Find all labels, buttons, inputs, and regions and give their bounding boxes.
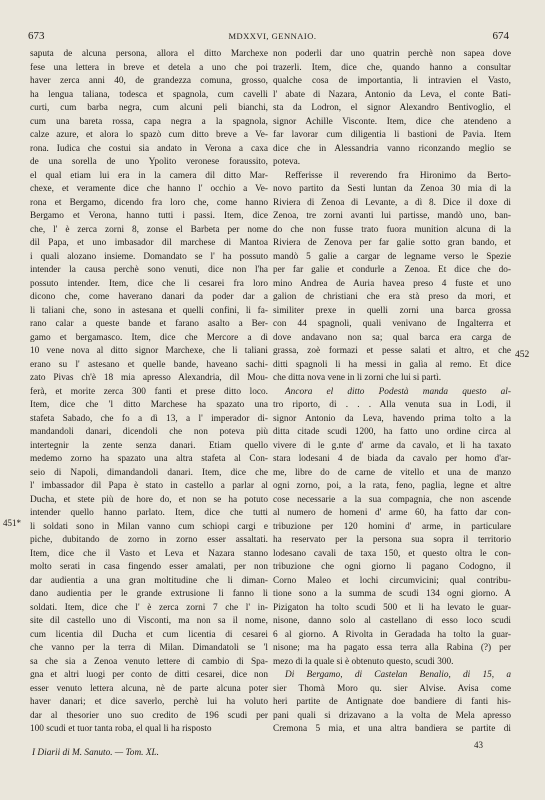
text-line: haver zerca anni 40, de grandezza comuna, grosso, bbox=[30, 76, 268, 86]
text-line: dice che in Alessandria vanno riconzando meglio se bbox=[273, 143, 511, 154]
text-line: intender quello hanno parlato. Item, dice che tutti bbox=[30, 508, 268, 518]
text-line: rona et Bergamo, dicendo fra loro che, come hanno bbox=[30, 197, 268, 208]
text-line: i quali alozano insieme. Domandato se l' ha possuto bbox=[30, 251, 268, 262]
running-title: MDXXVI, GENNAIO. bbox=[228, 31, 317, 41]
text-line: grassa, zoè formazi et pesse salati et altro, et che bbox=[273, 346, 511, 356]
text-line: tro riporto, di . . . Alla venuta sua in Lodi, il bbox=[273, 400, 511, 410]
text-line: fese una lettera in breve et detela a uno che poi bbox=[30, 62, 268, 73]
text-line: 6 al giorno. A Rivolta in Geradada ha tolto la guar- bbox=[273, 629, 511, 640]
text-line: possuto intender. Item, dice che li cesarei fra loro bbox=[30, 278, 268, 289]
text-line: mandandoli danari, dicendoli che non poteva più bbox=[30, 427, 268, 437]
text-line: lodesano cavali de taxa 150, et questo oltra le con- bbox=[273, 548, 511, 559]
text-line: Item, dice che 'l ditto Marchese ha spazato una bbox=[30, 400, 268, 410]
text-line: novo partito da Sesti luntan da Zenoa 30 mia di la bbox=[273, 184, 511, 194]
margin-note-right: 452 bbox=[515, 350, 530, 360]
text-line: nisone; ma ha pagato essa terra alla Rabina (?) per bbox=[273, 643, 511, 653]
text-line: che ditta nova vene in li zorni che lui si partì. bbox=[273, 373, 442, 383]
text-line: mezo di la quale si è obtenuto questo, scudi 300. bbox=[273, 656, 454, 667]
text-line: dove andavano non sa; qual barca era carga de bbox=[273, 332, 511, 343]
text-line: saputa de alcuna persona, allora el ditto Marchexe bbox=[30, 49, 268, 59]
text-line: site dil castello uno di Visconti, ma non sa il nome, bbox=[30, 616, 268, 626]
text-line: soldati. Item, dice che l' è zerca zorni 7 che l' in- bbox=[30, 602, 268, 613]
text-line: haver danari; et dice saverlo, perchè lui ha voluto bbox=[30, 697, 268, 707]
text-line: cose necessarie a la sua compagnia, che non ascende bbox=[273, 494, 511, 505]
text-line: sta da Lodron, el signor Alexandro Bentivoglio, el bbox=[273, 103, 511, 113]
text-line: vivere di le g.nte d' arme da cavalo, et li ha taxato bbox=[273, 440, 511, 451]
text-line: per far galie et condurle a Zenoa. Et dice che do- bbox=[273, 265, 511, 275]
text-line: gamo et bergamasco. Item, dice che Mercore a dì bbox=[30, 332, 268, 343]
text-line: calze azure, et alora lo spazò cum ditto breve a Ve- bbox=[30, 130, 268, 140]
text-line: ferà, et morite zerca 300 fanti et prese ditto loco. bbox=[30, 386, 268, 397]
text-line: stafeta Sabado, che fo a dì 13, a l' imperador di- bbox=[30, 413, 268, 424]
text-line: chexe, et veramente dice che hanno l' occhio a Ve- bbox=[30, 184, 268, 194]
text-line: sa che sia a Zenoa venuto lettere di cambio di Spa- bbox=[30, 656, 268, 667]
text-line: Corno Maleo et lochi circumvicini; qual contribu- bbox=[273, 575, 511, 586]
text-line: dano audientia per le grande extrusione li fanno li bbox=[30, 589, 268, 599]
text-line: Zenoa, tre zorni avanti lui partisse, mandò uno, ban- bbox=[273, 211, 511, 221]
text-line: signor Antonio da Leva, havendo prima tolto a la bbox=[273, 413, 511, 424]
footer-title: I Diarii di M. Sanuto. — Tom. XL. bbox=[32, 748, 159, 758]
text-line: sier Thomà Moro qu. sier Alvise. Avisa come bbox=[273, 683, 511, 694]
text-line: el qual etiam lui era in la camera dil ditto Mar- bbox=[30, 170, 268, 181]
text-line: stara lodesani 4 de biada da cavalo per homo d'ar- bbox=[273, 454, 511, 464]
text-line: molto serati in casa fingendo esser amalati, per non bbox=[30, 562, 268, 572]
text-line: Di Bergamo, di Castelan Benalio, di 15, a bbox=[285, 670, 511, 680]
text-line: zato Pivas ch'è 18 mia apresso Alexandria, dil Mou- bbox=[30, 373, 268, 383]
text-line: signor Achille Visconte. Item, dice che atendeno a bbox=[273, 116, 511, 127]
text-line: do che non fusse trato fuora munition alcuna di la bbox=[273, 224, 511, 235]
left-column bbox=[30, 48, 268, 737]
text-line: medemo zorno ha spazato una altra stafeta al Con- bbox=[30, 454, 268, 464]
text-line: rano calar a queste bande et farano asalto a Ber- bbox=[30, 319, 268, 329]
text-line: Refferisse il reverendo fra Hironimo da Berto- bbox=[285, 170, 511, 181]
text-line: poteva. bbox=[273, 157, 301, 167]
text-line: Bergamo et Verona, hanno tutti i passi. Item, dice bbox=[30, 211, 268, 221]
text-line: ha lengua taliana, todesca et spagnola, cum cavelli bbox=[30, 89, 268, 100]
text-line: Ducha, et stete più de hore do, et non se ha potuto bbox=[30, 494, 268, 505]
text-line: galion de christiani che era stà preso da mori, et bbox=[273, 292, 511, 302]
right-column bbox=[273, 48, 511, 737]
page-number-right: 674 bbox=[492, 30, 509, 42]
text-line: dil Papa, et uno imbasador dil marchese di Mantoa bbox=[30, 238, 268, 248]
text-line: me, libre do de carne de vitello et una de manzo bbox=[273, 467, 511, 478]
text-line: Ancora el ditto Podestà manda questo al- bbox=[285, 386, 511, 397]
signature-mark: 43 bbox=[474, 740, 483, 750]
text-line: intertegnir la zente senza danari. Etiam quello bbox=[30, 440, 268, 451]
text-line: far lavorar cum diligentia li bastioni de Pavia. Item bbox=[273, 130, 511, 140]
text-line: qualche cosa de importantia, li intravien el Vasto, bbox=[273, 76, 511, 86]
text-line: l' imbassador dil Papa è stato in castello a parlar al bbox=[30, 481, 268, 491]
text-line: dar audientia a una gran moltitudine che li diman- bbox=[30, 575, 268, 586]
text-line: cum una bareta rossa, capa negra a la spagnola, bbox=[30, 116, 268, 127]
page-number-left: 673 bbox=[28, 30, 45, 42]
text-line: Cremona 5 mia, et una altra bandiera se partite di bbox=[273, 724, 511, 734]
text-line: 10 vene nova al ditto signor Marchexe, che li taliani bbox=[30, 346, 268, 356]
text-line: piche, dubitando de zorno in zorno esser assaltati. bbox=[30, 535, 268, 545]
text-line: mandò 5 galie a cargar de legname verso le Spezie bbox=[273, 251, 511, 262]
text-line: che, l' è zerca zorni 8, zonse el Barbeta per nome bbox=[30, 224, 268, 235]
text-line: mino Andrea de Auria havea preso 4 fuste et uno bbox=[273, 278, 511, 289]
text-line: tione sono a la summa de scudi 134 ogni giorno. A bbox=[273, 589, 511, 599]
text-line: similiter prexe in quelli zorni una barca grossa bbox=[273, 305, 511, 316]
text-line: ditti spagnoli li ha messi in galìa al remo. Et dice bbox=[273, 359, 511, 370]
text-line: dar al thesorier uno suo credito de 196 scudi per bbox=[30, 710, 268, 721]
text-line: heri partite de Antignate doe bandiere di fanti his- bbox=[273, 697, 511, 707]
text-line: l' abate di Nazara, Antonio da Leva, el conte Bati- bbox=[273, 89, 511, 100]
text-line: gna et altri luogi per conto de ditti cesarei, dice non bbox=[30, 670, 268, 680]
text-line: seio di Napoli, dimandandoli danari. Item, dice che bbox=[30, 467, 268, 478]
text-line: esser venuto lettera alcuna, nè de parte alcuna poter bbox=[30, 683, 268, 694]
text-line: curti, cum barba negra, cum alcuni peli bianchi, bbox=[30, 103, 268, 113]
text-line: Item, dice che il Vasto et Leva et Nazara stanno bbox=[30, 548, 268, 559]
text-line: pani quali si drizavano a la volta de Mela apresso bbox=[273, 710, 511, 721]
text-line: al numero de homeni d' arme 60, ha fatto dar con- bbox=[273, 508, 511, 518]
text-line: ogni zorno, poi, a la rata, feno, paglia, legne et altre bbox=[273, 481, 511, 491]
text-line: nisone, danno solo al castellano di esso loco scudi bbox=[273, 616, 511, 626]
text-line: tribuzione per 120 homini d' arme, in particulare bbox=[273, 521, 511, 532]
text-line: non poderli dar uno quatrin perchè non sapea dove bbox=[273, 49, 511, 59]
text-line: erano su l' astesano et quelle bande, haveano sachi- bbox=[30, 359, 268, 370]
text-line: con 44 spagnoli, quali venivano de Ingalterra et bbox=[273, 319, 511, 329]
text-line: li taliani che, sono in astesana et quelli confini, li fa- bbox=[30, 305, 268, 316]
text-line: cum licentia dil Ducha et cum licentia di cesarei bbox=[30, 629, 268, 640]
text-line: tribuzione che ogni giorno li pagano Codogno, il bbox=[273, 562, 511, 572]
text-line: li soldati sono in Milan vanno cum schiopi cargi e bbox=[30, 521, 268, 532]
text-line: che vanno per la terra di Milan. Dimandatoli se 'l bbox=[30, 643, 268, 653]
text-line: Riviera di Zenoa di Levante, a dì 8. Dice il doxe di bbox=[273, 197, 511, 208]
text-line: trazerli. Item, dice che, quando hanno a consultar bbox=[273, 62, 511, 73]
text-line: rona. Iudica che costui sia andato in Verona a caxa bbox=[30, 143, 268, 154]
text-line: intender la causa perchè sono venuti, dice non l'ha bbox=[30, 265, 268, 275]
text-line: de una sorella de uno Ypolito veronese foraussito, bbox=[30, 157, 268, 167]
text-line: Pizigaton ha tolto scudi 500 et li ha levato le guar- bbox=[273, 602, 511, 613]
text-line: ha reservato per la persona sua sopra il territorio bbox=[273, 535, 511, 545]
text-line: dicono che, come haverano danari da poder dar a bbox=[30, 292, 268, 302]
text-line: 100 scudi et tuor tanta roba, el qual li ha risposto bbox=[30, 724, 212, 734]
margin-note-left: 451* bbox=[3, 518, 21, 528]
text-line: Riviera de Zenova per far galie sotto gran bando, et bbox=[273, 238, 511, 248]
text-line: ditta citade scudi 1200, ha fatto uno ordine circa al bbox=[273, 427, 511, 437]
